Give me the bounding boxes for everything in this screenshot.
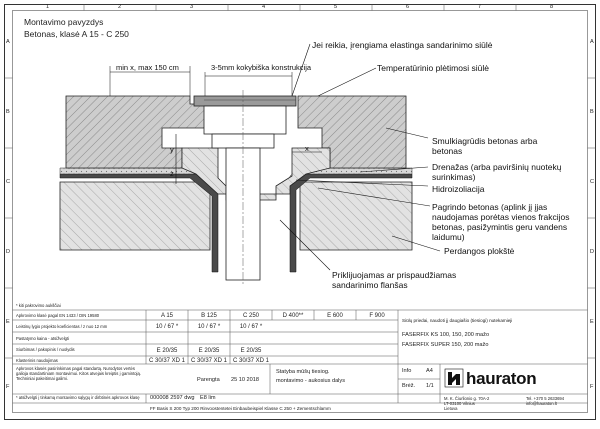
description-line: montavimo - aukosius dalys [276, 378, 346, 384]
frame-number: 7 [478, 4, 482, 10]
left-notes: Apkrovos klasės pasirinkimas pagal standartą. Nurodytos vertės galioja standartiniam montavimui. Kitos atvejais kreiptis į gamintoją. Techniniai pakeitimai galimi. [16, 366, 141, 381]
frame-number: 3 [190, 4, 194, 10]
dim-label-konstr: 3-5mm kokybiška konstrukcija [211, 63, 312, 72]
frame-letter: D [6, 249, 11, 255]
address-line: LT-03100 Vilnius [444, 401, 475, 406]
product-line: FASERFIX SUPER 150, 200 mažo [402, 342, 489, 348]
table-cell: E 20/35 [198, 348, 220, 354]
frame-number: 1 [46, 4, 50, 10]
drawing-scale: E8 lim [200, 395, 216, 401]
format-value: A4 [426, 368, 433, 374]
table-cell: C 30/37 XD 1 [190, 358, 228, 364]
dim-label-top: min x, max 150 cm [116, 63, 179, 72]
frame-letter: B [590, 109, 594, 115]
sheet-label: Brėž. [402, 383, 416, 389]
frame-number: 2 [118, 4, 122, 10]
drawing-subtitle: Betonas, klasė A 15 - C 250 [24, 29, 129, 39]
class-header: D 400** [282, 313, 304, 319]
callout-flange: Priklijuojamas ar prispaudžiamas sandarinimo flanšas [332, 270, 457, 290]
drawing-number: 000008 2597 dwg [150, 395, 195, 401]
frame-number: 4 [262, 4, 266, 10]
class-header: B 125 [201, 313, 217, 319]
address-line: M. K. Čiurlionio g. 70A-2 [444, 396, 490, 401]
approval-date: 25 10 2018 [231, 377, 259, 383]
spec-row-label: Siurbimas / pakopinis / nuolydis [16, 347, 75, 352]
spec-row-label: Pastatymo kaina - atsižvelgti [16, 336, 70, 341]
dim-label-z: z [170, 169, 174, 178]
spec-row-label: Leistinų lygio projekto koeficientas / z nuo 12 mm [16, 324, 108, 329]
bottom-note: * atsižvelgti į tinkamą montavimo sąlygų ir dirbtinės apkrovos klasę [16, 395, 140, 400]
drain-grating [194, 96, 296, 106]
floor-slab-right [300, 182, 412, 250]
frame-letter: E [6, 319, 10, 325]
class-header: F 900 [369, 313, 385, 319]
address-line: Lietuva [444, 406, 458, 411]
frame-number: 5 [334, 4, 338, 10]
table-cell: E 20/35 [156, 348, 178, 354]
frame-number: 8 [550, 4, 554, 10]
hauraton-logo-icon [445, 369, 463, 387]
callout-sealant: Jei reikia, įrengiama elastinga sandarinimo siūlė [312, 40, 493, 50]
callout-expansion: Temperatūrinio plėtimosi siūlė [377, 63, 489, 73]
drain-body [204, 106, 286, 134]
table-cell: E 20/35 [240, 348, 262, 354]
table-cell: C 30/37 XD 1 [232, 358, 270, 364]
class-header: E 600 [327, 313, 343, 319]
class-header: A 15 [160, 313, 173, 319]
product-header: Siūlų priedai, naudoti jį daugiašio (tiesiogi) nutekamieji [402, 318, 513, 323]
callout-concrete: Smulkiagrūdis betonas arba betonas [432, 136, 538, 156]
frame-letter: D [590, 249, 595, 255]
sheet-value: 1/1 [426, 383, 434, 389]
contact-line: Tel. +370 5 2633694 [526, 396, 565, 401]
spec-row-label: Apkrovimo klasė pagal EN 1433 / DIN 19580 [16, 313, 100, 318]
product-line: FASERFIX KS 100, 150, 200 mažo [402, 332, 490, 338]
drawing-title: Montavimo pavyzdys [24, 17, 104, 27]
frame-number: 6 [406, 4, 410, 10]
table-cell: 10 / 67 * [197, 324, 221, 330]
callout-waterproof: Hidroizoliacija [432, 184, 485, 194]
table-cell: 10 / 67 * [155, 324, 179, 330]
contact-line: info@hauraton.lt [526, 401, 557, 406]
brand-wordmark: hauraton [466, 369, 537, 388]
format-label: Info [402, 368, 412, 374]
description-line: Statyba mūšų tiesiog. [276, 369, 330, 375]
floor-slab-left [60, 182, 210, 250]
callout-drainage: Drenažas (arba paviršinių nuotekų surinkimas) [432, 162, 562, 182]
frame-letter: C [590, 179, 595, 185]
table-cell: C 30/37 XD 1 [148, 358, 186, 364]
frame-letter: A [6, 39, 10, 45]
frame-letter: B [6, 109, 10, 115]
dim-label-x: x [305, 144, 309, 153]
callout-slab: Perdangos plokštė [444, 246, 515, 256]
frame-letter: E [590, 319, 594, 325]
dim-label-y: y [170, 145, 174, 154]
table-cell: 10 / 67 * [239, 324, 263, 330]
frame-letter: C [6, 179, 11, 185]
spec-row-label: Klasterinis naudojimas [16, 358, 58, 363]
frame-letter: F [6, 384, 10, 390]
footer-text: FF Basis S 200 Typ 200 Rinvoostentetei Einbaubeispiel Klasse C 250 + Zementschlamm [150, 406, 331, 411]
frame-letter: F [590, 384, 594, 390]
frame-letter: A [590, 39, 594, 45]
callout-base-concrete: Pagrindo betonas (aplink jį įjas naudojamas porėtas vienos frakcijos betonas, pasižymintis geru vandens laidumu) [432, 202, 570, 242]
class-header: C 250 [242, 313, 259, 319]
approved-label: Parengta [197, 377, 220, 383]
footnote: * kiti pakrovimo aukščiai [16, 303, 61, 308]
